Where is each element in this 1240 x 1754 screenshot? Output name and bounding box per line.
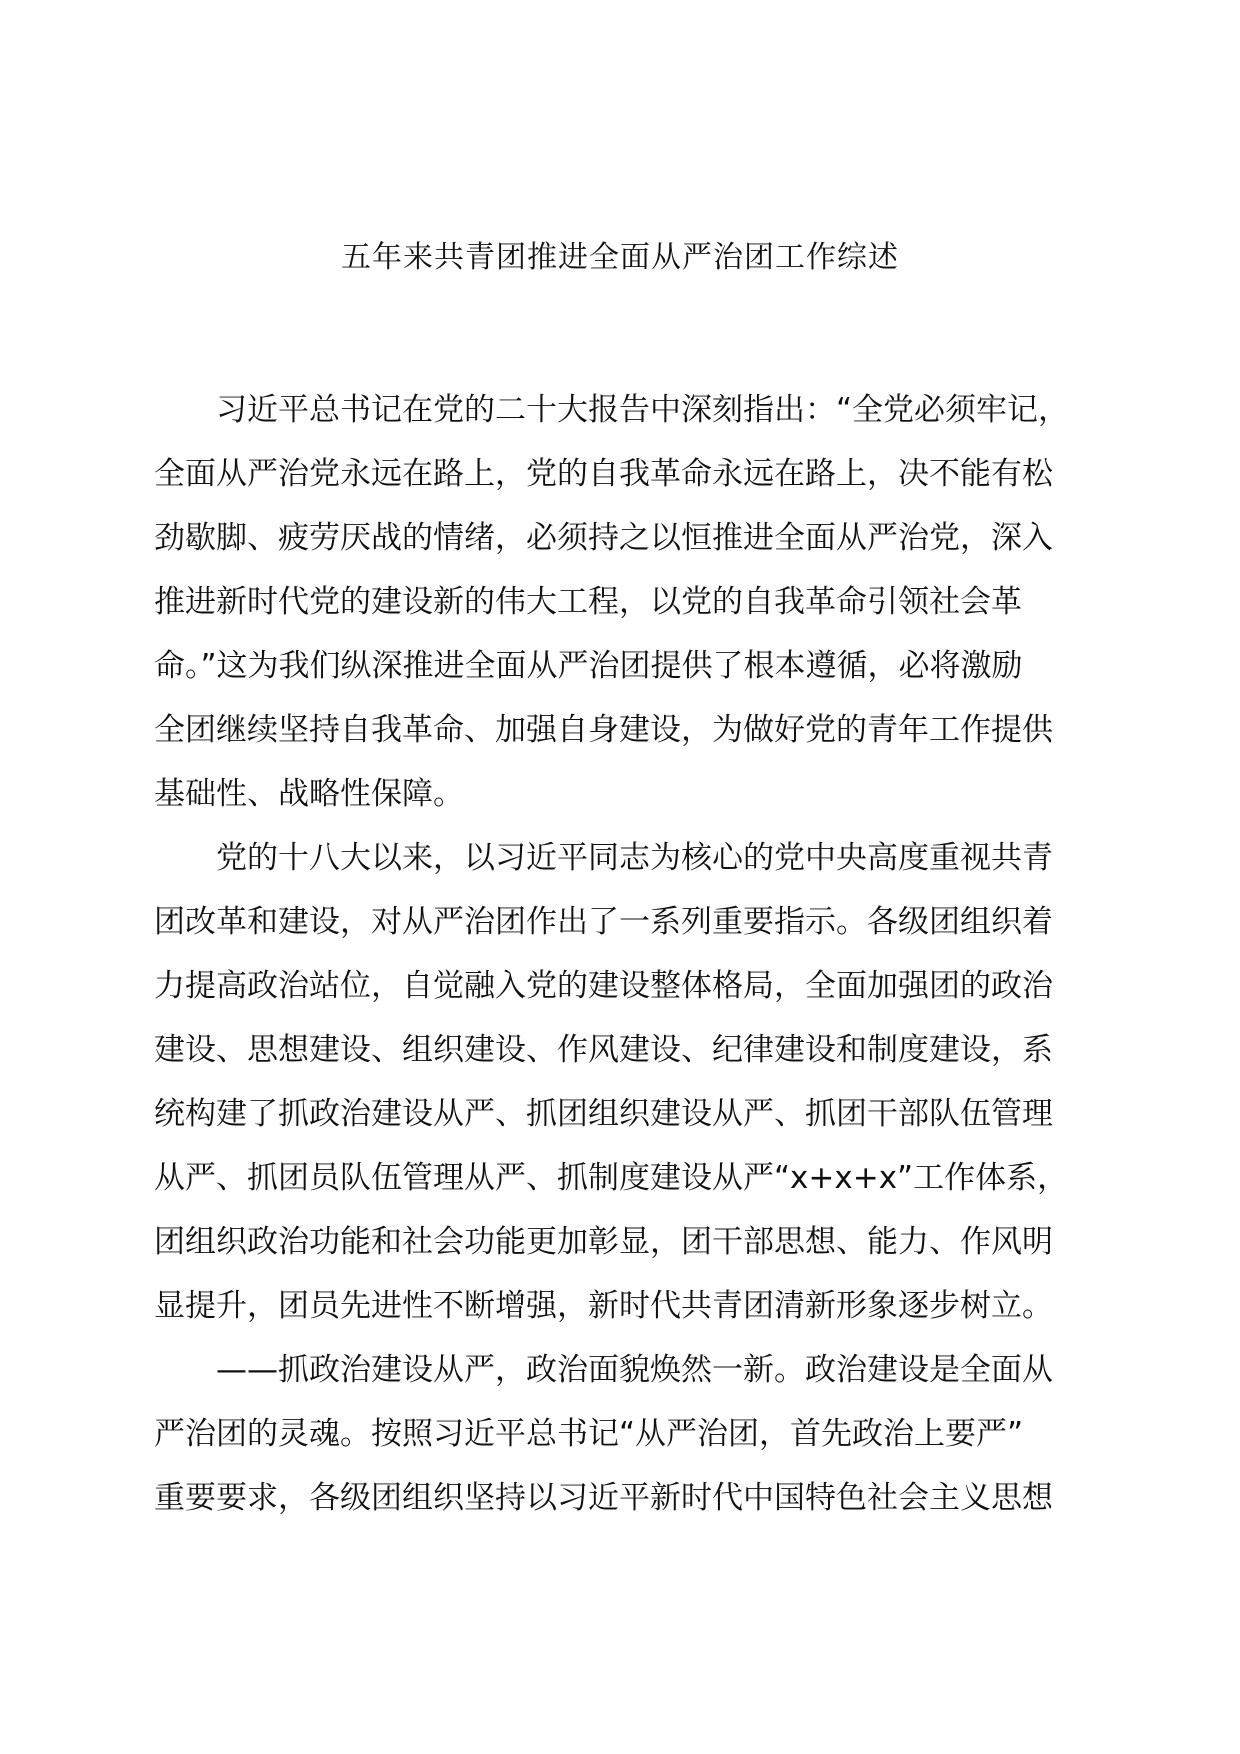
document-body [154,378,1094,1530]
paragraph-line: 全团继续坚持自我革命、加强自身建设，为做好党的青年工作提供 [154,712,1053,748]
paragraph-line: 习近平总书记在党的二十大报告中深刻指出：“全党必须牢记， [216,392,1070,428]
paragraph-line: 重要要求，各级团组织坚持以习近平新时代中国特色社会主义思想 [154,1480,1053,1516]
paragraph-line: 全面从严治党永远在路上，党的自我革命永远在路上，决不能有松 [154,456,1053,492]
paragraph-line: 统构建了抓政治建设从严、抓团组织建设从严、抓团干部队伍管理 [154,1096,1053,1132]
paragraph-line: 从严、抓团员队伍管理从严、抓制度建设从严“x+x+x”工作体系， [154,1160,1069,1196]
paragraph-line: 基础性、战略性保障。 [154,776,464,812]
paragraph-line: 推进新时代党的建设新的伟大工程，以党的自我革命引领社会革 [154,584,1022,620]
paragraph-line: 党的十八大以来，以习近平同志为核心的党中央高度重视共青 [216,840,1053,876]
paragraph-line: 团改革和建设，对从严治团作出了一系列重要指示。各级团组织着 [154,904,1053,940]
document-title: 五年来共青团推进全面从严治团工作综述 [341,240,899,275]
paragraph-line: 建设、思想建设、组织建设、作风建设、纪律建设和制度建设，系 [154,1032,1053,1068]
paragraph-line: 命。”这为我们纵深推进全面从严治团提供了根本遵循，必将激励 [154,648,1023,684]
paragraph-line: 劲歇脚、疲劳厌战的情绪，必须持之以恒推进全面从严治党，深入 [154,520,1053,556]
paragraph-line: 力提高政治站位，自觉融入党的建设整体格局，全面加强团的政治 [154,968,1053,1004]
paragraph-line: 严治团的灵魂。按照习近平总书记“从严治团，首先政治上要严” [154,1416,1024,1452]
paragraph-line: ——抓政治建设从严，政治面貌焕然一新。政治建设是全面从 [216,1352,1053,1388]
paragraph-line: 团组织政治功能和社会功能更加彰显，团干部思想、能力、作风明 [154,1224,1053,1260]
paragraph-line: 显提升，团员先进性不断增强，新时代共青团清新形象逐步树立。 [154,1288,1053,1324]
